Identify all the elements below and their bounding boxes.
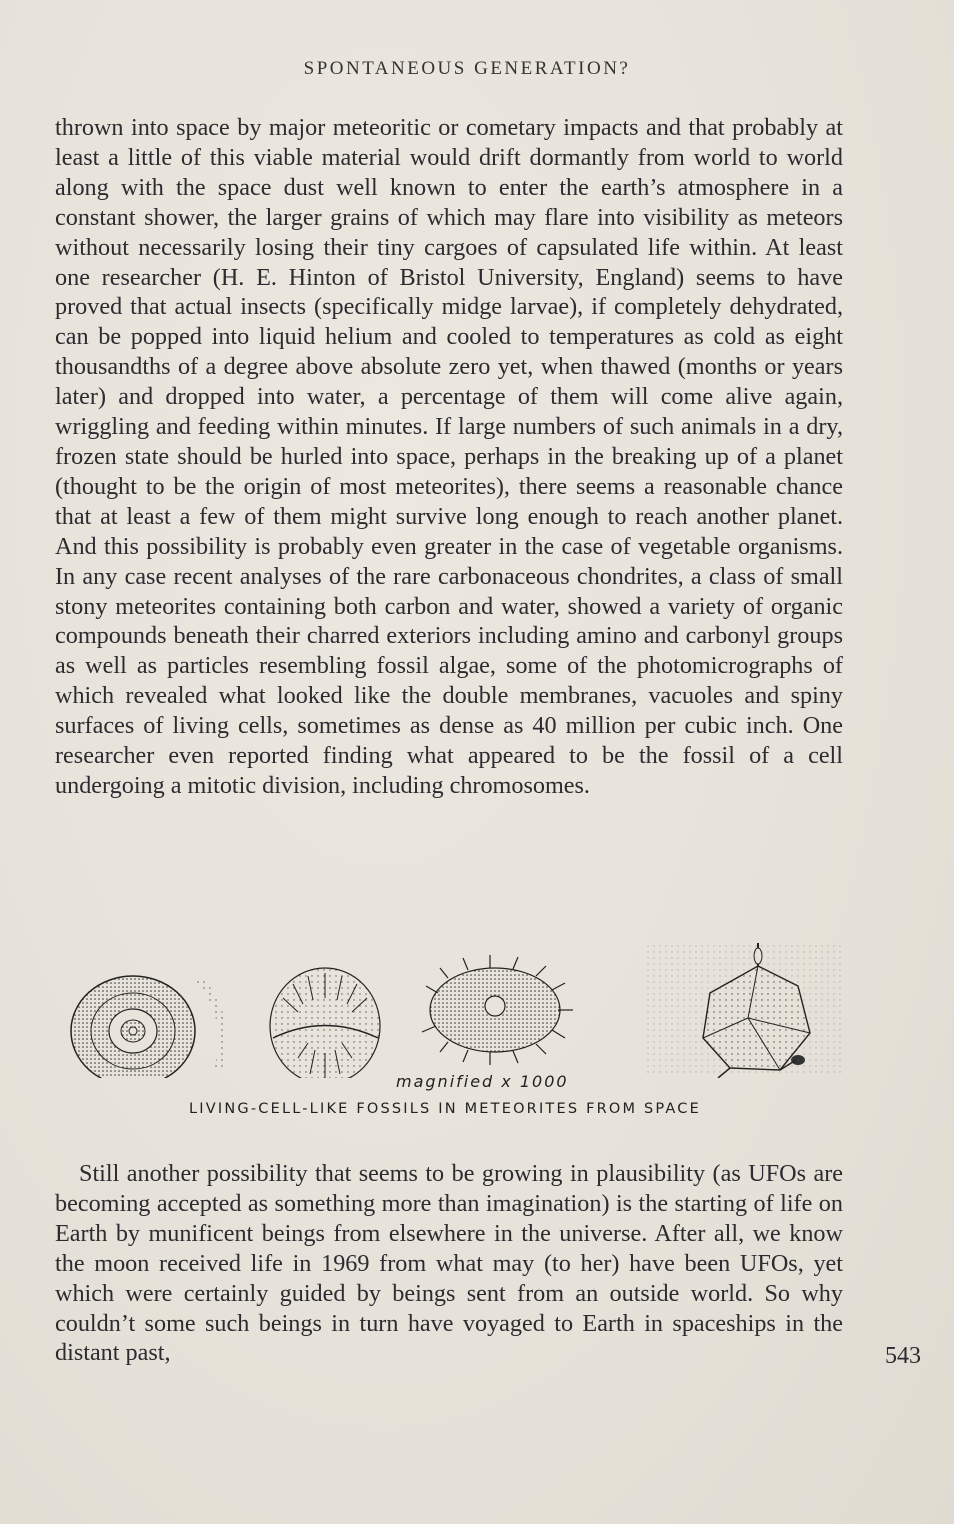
fossil-cell-striated [270, 968, 380, 1078]
magnification-label: magnified x 1000 [396, 1072, 569, 1091]
running-head: SPONTANEOUS GENERATION? [303, 58, 631, 79]
body-paragraph-2: Still another possibility that seems to be growing in plausibility (as UFOs are becoming accepted as something more than imagination) is the starting of life on Earth by munificent beings from elsewhere in the universe. After all, we know the moon received life in 1969 from what may (to her) have been UFOs, yet which were certainly guided by beings sent from an outside world. So why couldn’t some such beings in turn have voyaged to Earth in spaceships in the distant past, [55, 1160, 843, 1367]
fossil-cell-spiny [422, 955, 573, 1065]
figure-caption: LIVING-CELL-LIKE FOSSILS IN METEORITES FROM SPACE [189, 1101, 701, 1117]
fossil-cells-illustration [58, 938, 848, 1078]
body-paragraph-1: thrown into space by major meteoritic or cometary impacts and that probably at least a little of this viable material would drift dormantly from world to world along with the space dust well known to enter the earth’s atmosphere in a constant shower, the larger grains of which may flare into visibility as meteors without necessarily losing their tiny cargoes of capsulated life within. At least one researcher (H. E. Hinton of Bristol University, England) seems to have proved that actual insects (specifically midge larvae), if completely dehydrated, can be popped into liquid helium and cooled to temperatures as cold as eight thousandths of a degree above absolute zero yet, when thawed (months or years later) and dropped into water, a percentage of them will come alive again, wriggling and feeding within minutes. If large numbers of such animals in a dry, frozen state should be hurled into space, perhaps in the breaking up of a planet (thought to be the origin of most meteorites), there seems a reasonable chance that at least a few of them might survive long enough to reach another planet. And this possibility is probably even greater in the case of vegetable organisms. In any case recent analyses of the rare carbonaceous chondrites, a class of small stony meteorites containing both carbon and water, showed a variety of organic compounds beneath their charred exteriors including amino and carbonyl groups as well as particles resembling fossil algae, some of the photomicrographs of which revealed what looked like the double membranes, vacuoles and spiny surfaces of living cells, sometimes as dense as 40 million per cubic inch. One researcher even reported finding what appeared to be the fossil of a cell undergoing a mitotic division, including chromosomes. [55, 114, 843, 799]
fossil-cell-concentric [71, 976, 223, 1078]
page-number: 543 [885, 1343, 921, 1369]
fossil-cell-polyhedral [643, 943, 843, 1078]
